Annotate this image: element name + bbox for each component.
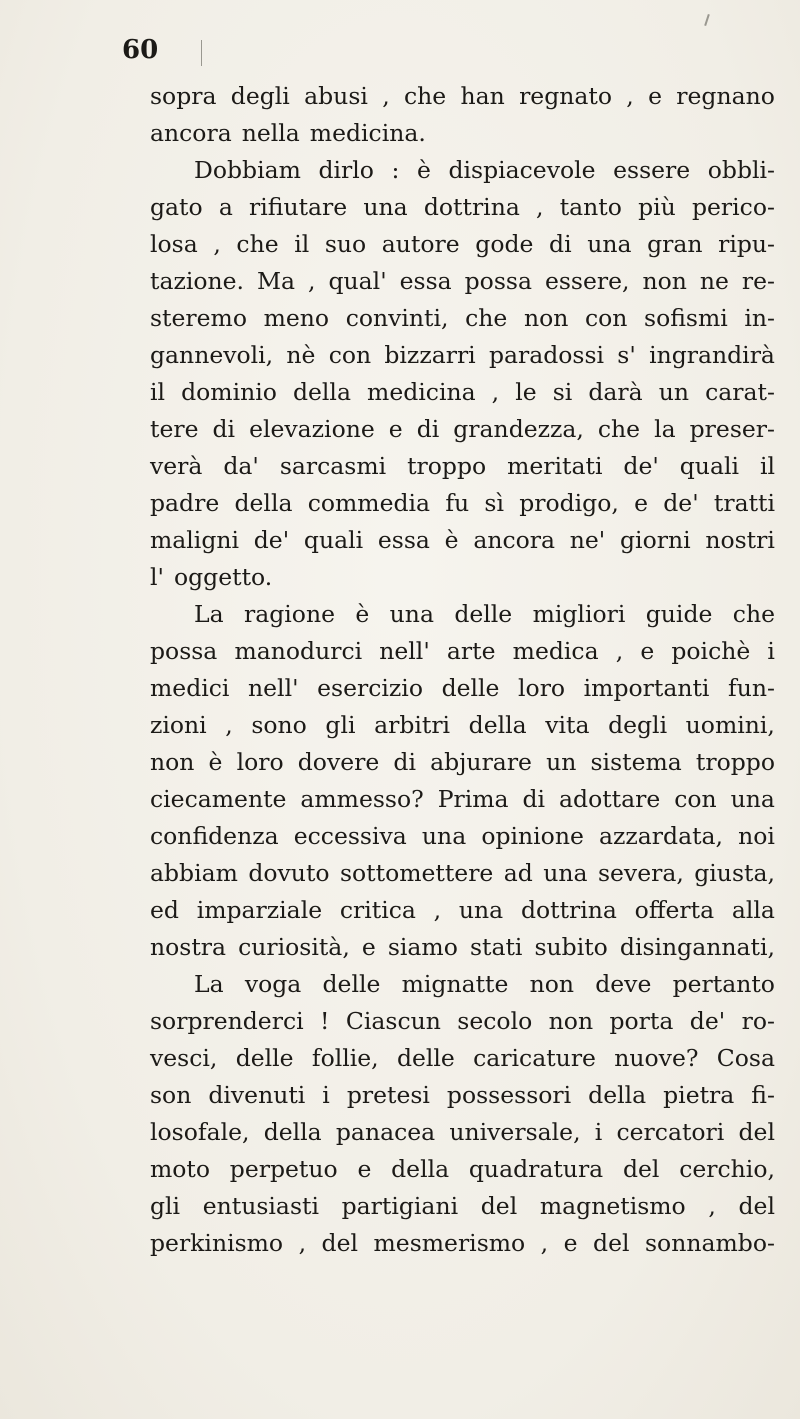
word: stati bbox=[469, 933, 523, 961]
word: grandezza, bbox=[453, 415, 584, 443]
text-line bbox=[150, 1188, 775, 1225]
text-line bbox=[150, 448, 775, 485]
word: giorni bbox=[620, 526, 691, 554]
word: deve bbox=[595, 970, 652, 998]
text-line bbox=[150, 78, 775, 115]
word: nuove? bbox=[614, 1044, 699, 1072]
word: gannevoli, bbox=[150, 341, 274, 369]
word: follie, bbox=[311, 1044, 379, 1072]
word: Dobbiam bbox=[194, 156, 301, 184]
word: azzardata, bbox=[599, 822, 724, 850]
word: e bbox=[388, 415, 403, 443]
word: han bbox=[460, 82, 505, 110]
word: ro- bbox=[741, 1007, 775, 1035]
word: darà bbox=[588, 378, 643, 406]
word: abusi bbox=[304, 82, 368, 110]
word: sonnambo- bbox=[645, 1229, 775, 1257]
word: la bbox=[654, 415, 676, 443]
word: i bbox=[594, 1118, 603, 1146]
word: meritati bbox=[507, 452, 603, 480]
word: fi- bbox=[751, 1081, 775, 1109]
word: della bbox=[588, 1081, 647, 1109]
word: che bbox=[236, 230, 279, 258]
word: , bbox=[213, 230, 221, 258]
word: loro bbox=[236, 748, 284, 776]
text-line bbox=[150, 855, 775, 892]
word: del bbox=[593, 1229, 630, 1257]
word: steremo bbox=[150, 304, 247, 332]
text-line bbox=[150, 892, 775, 929]
word: a bbox=[218, 193, 233, 221]
word: La bbox=[194, 970, 224, 998]
word: de' bbox=[663, 489, 699, 517]
word: e bbox=[361, 933, 376, 961]
word: ad bbox=[503, 859, 533, 887]
word: alla bbox=[731, 896, 775, 924]
word: , bbox=[298, 1229, 307, 1257]
word: rifiutare bbox=[249, 193, 348, 221]
text-line bbox=[150, 189, 775, 226]
word: tere bbox=[150, 415, 199, 443]
word: universale, bbox=[449, 1118, 581, 1146]
word: migliori bbox=[532, 600, 626, 628]
word: una bbox=[458, 896, 504, 924]
word: zioni bbox=[150, 711, 207, 739]
word: con bbox=[674, 785, 717, 813]
word: dottrina bbox=[423, 193, 520, 221]
word: preser- bbox=[689, 415, 775, 443]
word: possa bbox=[150, 637, 218, 665]
word: autore bbox=[381, 230, 460, 258]
word: di bbox=[416, 415, 440, 443]
word: porta bbox=[609, 1007, 674, 1035]
word: , bbox=[708, 1192, 716, 1220]
word: divenuti bbox=[208, 1081, 306, 1109]
text-line bbox=[150, 670, 775, 707]
word: gli bbox=[325, 711, 356, 739]
word: perkinismo bbox=[150, 1229, 284, 1257]
word: sottomettere bbox=[339, 859, 494, 887]
word: troppo bbox=[407, 452, 487, 480]
word: essa bbox=[399, 267, 452, 295]
word: : bbox=[391, 156, 400, 184]
word: gode bbox=[475, 230, 534, 258]
word: verà bbox=[150, 452, 203, 480]
word: nostra bbox=[150, 933, 227, 961]
word: il bbox=[150, 378, 166, 406]
word: dovuto bbox=[248, 859, 330, 887]
word: arte bbox=[446, 637, 496, 665]
word: quali bbox=[679, 452, 739, 480]
word: confidenza bbox=[150, 822, 279, 850]
word: sistema bbox=[590, 748, 682, 776]
word: le bbox=[515, 378, 537, 406]
text-line bbox=[150, 1040, 775, 1077]
word: non bbox=[529, 970, 575, 998]
word: con bbox=[584, 304, 628, 332]
word: che bbox=[597, 415, 641, 443]
word: troppo bbox=[695, 748, 775, 776]
text-line bbox=[150, 337, 775, 374]
word: nè bbox=[286, 341, 316, 369]
word: e bbox=[640, 637, 655, 665]
word: loro bbox=[518, 674, 566, 702]
text-line bbox=[150, 1077, 775, 1114]
word: di bbox=[212, 415, 236, 443]
word: abjurare bbox=[430, 748, 532, 776]
word: delle bbox=[441, 674, 500, 702]
word: guide bbox=[645, 600, 713, 628]
text-line bbox=[150, 411, 775, 448]
body-text bbox=[150, 78, 775, 1262]
word: quadratura bbox=[468, 1155, 604, 1183]
word: della bbox=[234, 489, 293, 517]
word: una bbox=[389, 600, 434, 628]
word: sì bbox=[484, 489, 504, 517]
word: in- bbox=[744, 304, 775, 332]
word: e bbox=[634, 489, 649, 517]
word: il bbox=[759, 452, 775, 480]
paper-speck bbox=[201, 40, 202, 66]
word: meno bbox=[263, 304, 330, 332]
word: carat- bbox=[705, 378, 775, 406]
word: tanto bbox=[559, 193, 622, 221]
word: tratti bbox=[713, 489, 775, 517]
word: non bbox=[642, 267, 687, 295]
word: della bbox=[391, 1155, 450, 1183]
word: non bbox=[548, 1007, 594, 1035]
text-line bbox=[150, 485, 775, 522]
word: regnano bbox=[676, 82, 775, 110]
word: son bbox=[150, 1081, 192, 1109]
text-line bbox=[150, 300, 775, 337]
word: de' bbox=[623, 452, 659, 480]
word: siamo bbox=[387, 933, 458, 961]
word: essere, bbox=[544, 267, 630, 295]
word: padre bbox=[150, 489, 220, 517]
word: sorprenderci bbox=[150, 1007, 304, 1035]
word: caricature bbox=[473, 1044, 596, 1072]
word: medici bbox=[150, 674, 230, 702]
word: maligni bbox=[150, 526, 240, 554]
word: più bbox=[638, 193, 676, 221]
word: disingannati, bbox=[619, 933, 775, 961]
word: non bbox=[150, 748, 195, 776]
word: quali bbox=[303, 526, 364, 554]
word: qual' bbox=[328, 267, 387, 295]
word: è bbox=[416, 156, 431, 184]
word: della bbox=[263, 1118, 322, 1146]
word: è bbox=[208, 748, 223, 776]
word: del bbox=[738, 1118, 775, 1146]
word: fu bbox=[445, 489, 470, 517]
word: ciecamente bbox=[150, 785, 287, 813]
word: della bbox=[292, 378, 351, 406]
word: paradossi bbox=[488, 341, 605, 369]
word: fun- bbox=[728, 674, 775, 702]
word: , bbox=[382, 82, 390, 110]
word: regnato bbox=[519, 82, 612, 110]
word: dottrina bbox=[520, 896, 617, 924]
word: perico- bbox=[691, 193, 775, 221]
word: ammesso? bbox=[300, 785, 424, 813]
word: La bbox=[194, 600, 224, 628]
word: i bbox=[322, 1081, 330, 1109]
word: sono bbox=[251, 711, 307, 739]
text-line bbox=[150, 929, 775, 966]
word: secolo bbox=[457, 1007, 533, 1035]
text-line bbox=[150, 1003, 775, 1040]
word: dirlo bbox=[318, 156, 374, 184]
word: adottare bbox=[559, 785, 661, 813]
word: mignatte bbox=[401, 970, 509, 998]
word: ancora bbox=[150, 119, 232, 147]
word: suo bbox=[324, 230, 367, 258]
word: si bbox=[552, 378, 573, 406]
word: della bbox=[468, 711, 527, 739]
word: del bbox=[622, 1155, 660, 1183]
word: s' bbox=[617, 341, 636, 369]
word: ed bbox=[150, 896, 179, 924]
word: esercizio bbox=[317, 674, 423, 702]
word: Prima bbox=[437, 785, 509, 813]
word: prodigo, bbox=[519, 489, 619, 517]
word: poichè bbox=[671, 637, 751, 665]
word: i bbox=[767, 637, 775, 665]
word: , bbox=[433, 896, 442, 924]
word: medicina. bbox=[309, 119, 426, 147]
word: magnetismo bbox=[539, 1192, 686, 1220]
word: Ciascun bbox=[345, 1007, 441, 1035]
word: Ma bbox=[256, 267, 296, 295]
word: convinti, bbox=[345, 304, 449, 332]
word: del bbox=[480, 1192, 518, 1220]
page-number: 60 bbox=[122, 35, 159, 65]
word: un bbox=[658, 378, 690, 406]
word: bizzarri bbox=[384, 341, 476, 369]
paper-speck bbox=[704, 14, 710, 26]
word: nell' bbox=[248, 674, 299, 702]
word: una bbox=[363, 193, 408, 221]
text-line bbox=[150, 263, 775, 300]
word: delle bbox=[454, 600, 513, 628]
word: de' bbox=[689, 1007, 726, 1035]
word: perpetuo bbox=[229, 1155, 338, 1183]
word: sarcasmi bbox=[279, 452, 387, 480]
word: delle bbox=[235, 1044, 294, 1072]
word: eccessiva bbox=[293, 822, 407, 850]
word: ripu- bbox=[718, 230, 775, 258]
word: moto bbox=[150, 1155, 211, 1183]
word: critica bbox=[339, 896, 416, 924]
word: e bbox=[563, 1229, 578, 1257]
word: severa, bbox=[597, 859, 684, 887]
word: che bbox=[465, 304, 508, 332]
word: dominio bbox=[181, 378, 277, 406]
word: noi bbox=[738, 822, 775, 850]
word: cercatori bbox=[616, 1118, 725, 1146]
word: una bbox=[730, 785, 775, 813]
word: delle bbox=[322, 970, 381, 998]
word: imparziale bbox=[196, 896, 323, 924]
word: importanti bbox=[583, 674, 710, 702]
word: , bbox=[491, 378, 500, 406]
word: ragione bbox=[244, 600, 335, 628]
word: oggetto. bbox=[173, 563, 273, 591]
word: nella bbox=[241, 119, 300, 147]
word: losa bbox=[150, 230, 198, 258]
word: di bbox=[522, 785, 546, 813]
word: di bbox=[393, 748, 416, 776]
text-line bbox=[150, 1151, 775, 1188]
text-line bbox=[150, 226, 775, 263]
word: subito bbox=[534, 933, 608, 961]
word: commedia bbox=[307, 489, 431, 517]
word: una bbox=[543, 859, 588, 887]
word: l' bbox=[150, 563, 164, 591]
word: ne bbox=[699, 267, 729, 295]
word: che bbox=[732, 600, 775, 628]
text-line bbox=[150, 966, 775, 1003]
word: curiosità, bbox=[238, 933, 350, 961]
word: medicina bbox=[367, 378, 476, 406]
word: giusta, bbox=[694, 859, 775, 887]
text-line bbox=[150, 1225, 775, 1262]
word: degli bbox=[230, 82, 290, 110]
word: , bbox=[308, 267, 316, 295]
word: degli bbox=[608, 711, 668, 739]
word: una bbox=[587, 230, 632, 258]
word: di bbox=[549, 230, 572, 258]
word: partigiani bbox=[341, 1192, 459, 1220]
word: nostri bbox=[705, 526, 775, 554]
word: cerchio, bbox=[679, 1155, 775, 1183]
word: delle bbox=[396, 1044, 455, 1072]
text-line bbox=[150, 818, 775, 855]
word: , bbox=[540, 1229, 549, 1257]
text-line bbox=[150, 744, 775, 781]
word: entusiasti bbox=[202, 1192, 319, 1220]
word: e bbox=[357, 1155, 372, 1183]
word: gli bbox=[150, 1192, 181, 1220]
word: gato bbox=[150, 193, 203, 221]
word: mesmerismo bbox=[373, 1229, 526, 1257]
word: , bbox=[626, 82, 634, 110]
word: e bbox=[648, 82, 662, 110]
word: obbli- bbox=[707, 156, 775, 184]
word: , bbox=[536, 193, 544, 221]
word: sopra bbox=[150, 82, 217, 110]
word: da' bbox=[223, 452, 259, 480]
word: manodurci bbox=[234, 637, 363, 665]
word: il bbox=[294, 230, 310, 258]
word: tazione. bbox=[150, 267, 245, 295]
word: è bbox=[355, 600, 370, 628]
word: non bbox=[523, 304, 569, 332]
word: sofismi bbox=[644, 304, 728, 332]
word: , bbox=[615, 637, 624, 665]
word: possessori bbox=[446, 1081, 572, 1109]
word: una bbox=[421, 822, 467, 850]
word: , bbox=[225, 711, 233, 739]
word: gran bbox=[647, 230, 703, 258]
word: è bbox=[444, 526, 459, 554]
word: pertanto bbox=[672, 970, 775, 998]
text-line bbox=[150, 559, 775, 596]
word: re- bbox=[741, 267, 775, 295]
word: voga bbox=[244, 970, 302, 998]
word: un bbox=[546, 748, 577, 776]
word: opinione bbox=[481, 822, 584, 850]
word: pietra bbox=[663, 1081, 735, 1109]
word: abbiam bbox=[150, 859, 238, 887]
word: Cosa bbox=[716, 1044, 775, 1072]
word: dovere bbox=[297, 748, 380, 776]
word: arbitri bbox=[374, 711, 451, 739]
word: del bbox=[321, 1229, 359, 1257]
word: che bbox=[403, 82, 447, 110]
text-line bbox=[150, 522, 775, 559]
text-line bbox=[150, 1114, 775, 1151]
word: possa bbox=[464, 267, 532, 295]
word: ne' bbox=[569, 526, 606, 554]
word: de' bbox=[253, 526, 290, 554]
text-line bbox=[150, 596, 775, 633]
word: uomini, bbox=[685, 711, 775, 739]
word: con bbox=[328, 341, 372, 369]
word: del bbox=[738, 1192, 775, 1220]
text-line bbox=[150, 374, 775, 411]
word: ! bbox=[320, 1007, 330, 1035]
word: elevazione bbox=[249, 415, 375, 443]
text-line bbox=[150, 115, 775, 152]
word: vesci, bbox=[150, 1044, 218, 1072]
word: offerta bbox=[634, 896, 715, 924]
word: ancora bbox=[473, 526, 556, 554]
word: vita bbox=[545, 711, 590, 739]
word: essere bbox=[613, 156, 691, 184]
word: pretesi bbox=[346, 1081, 430, 1109]
word: panacea bbox=[335, 1118, 436, 1146]
word: nell' bbox=[379, 637, 430, 665]
text-line bbox=[150, 633, 775, 670]
word: ingrandirà bbox=[649, 341, 775, 369]
text-line bbox=[150, 781, 775, 818]
word: dispiacevole bbox=[448, 156, 596, 184]
text-line bbox=[150, 707, 775, 744]
word: medica bbox=[512, 637, 599, 665]
word: losofale, bbox=[150, 1118, 250, 1146]
text-line bbox=[150, 152, 775, 189]
word: essa bbox=[377, 526, 430, 554]
